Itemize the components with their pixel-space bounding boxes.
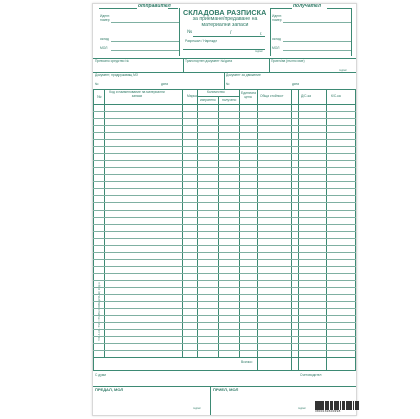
- permit-label: Разрешил / Нареждл: [185, 39, 218, 43]
- receiver-box-left: [270, 8, 271, 56]
- table-row[interactable]: [93, 329, 356, 330]
- handed-by-label: ПРЕДАЛ, МОЛ: [95, 387, 124, 392]
- col-total-header: Обща стойност: [260, 94, 284, 98]
- receiver-id-label: Идент.: [272, 14, 283, 18]
- col-qty-recv-header: получено: [222, 98, 237, 102]
- col-code-header: Код и наименование на материални запаси: [109, 90, 165, 98]
- table-row[interactable]: [93, 294, 356, 295]
- sender-num-label: номер: [100, 18, 110, 22]
- table-row[interactable]: [93, 139, 356, 140]
- table-row[interactable]: [93, 252, 356, 253]
- sender-rule-right: [168, 8, 178, 9]
- receiver-mol-label: МОЛ: [272, 46, 280, 50]
- permit-line[interactable]: [183, 49, 265, 50]
- table-row[interactable]: [93, 210, 356, 211]
- movement-date-label: дата: [292, 82, 299, 86]
- warehouse-receipt-form: [92, 3, 357, 416]
- received-by-label: Приел/ав (пълно име): [271, 59, 305, 63]
- table-row[interactable]: [93, 231, 356, 232]
- permit-sign-label: подпис: [255, 50, 263, 53]
- col-unit-price-header: Единична цена: [241, 91, 256, 99]
- table-row[interactable]: [93, 146, 356, 147]
- table-row[interactable]: [93, 132, 356, 133]
- words-label: С думи: [95, 373, 106, 377]
- receiver-box-right: [351, 8, 352, 56]
- date-separator: /: [230, 30, 232, 36]
- table-row[interactable]: [93, 111, 356, 112]
- document-title: СКЛАДОВА РАЗПИСКА: [183, 8, 267, 17]
- sender-box-right: [179, 8, 180, 56]
- accompany-date-label: дата: [161, 82, 168, 86]
- col-line-4: [218, 96, 219, 357]
- docs-div: [224, 72, 225, 89]
- movement-no-label: №: [226, 82, 230, 86]
- vehicle-label: Превозно средство №: [95, 59, 129, 63]
- table-row[interactable]: [93, 301, 356, 302]
- receiver-num-label: номер: [272, 18, 282, 22]
- receiver-warehouse-label: склад: [272, 37, 281, 41]
- table-row[interactable]: [93, 315, 356, 316]
- col-kt-header: К/С-ка: [331, 94, 341, 98]
- col-dt-header: Д/С-ка: [301, 94, 311, 98]
- receiver-id-line[interactable]: [283, 22, 351, 23]
- sender-mol-label: МОЛ: [100, 46, 108, 50]
- sender-warehouse-label: склад: [100, 37, 109, 41]
- col-qty-sent-header: изпратено: [200, 98, 216, 102]
- document-subtitle-2: материални запаси: [201, 22, 249, 28]
- receiver-mol-line[interactable]: [283, 50, 351, 51]
- accountant-label: Счетоводител: [300, 373, 322, 377]
- table-row[interactable]: [93, 259, 356, 260]
- table-row[interactable]: [93, 273, 356, 274]
- table-row[interactable]: [93, 160, 356, 161]
- table-row[interactable]: [93, 195, 356, 196]
- document-subtitle-1: за приемане/предаване на: [192, 16, 258, 22]
- table-row[interactable]: [93, 238, 356, 239]
- transport-div-1: [183, 58, 184, 72]
- col-qty-header: Количество: [207, 90, 225, 94]
- sender-box: [99, 11, 179, 55]
- transport-div-2: [269, 58, 270, 72]
- table-header-rule: [93, 104, 356, 105]
- received-by-mol-label: ПРИЕЛ, МОЛ: [213, 387, 239, 392]
- table-row[interactable]: [93, 266, 356, 267]
- sender-id-label: Идент.: [100, 14, 111, 18]
- qty-subheader-rule: [197, 96, 239, 97]
- col-no-header: №: [97, 94, 102, 99]
- year-label: г.: [260, 31, 263, 36]
- number-label: №: [187, 29, 193, 35]
- table-row[interactable]: [93, 174, 356, 175]
- table-row[interactable]: [93, 153, 356, 154]
- table-row[interactable]: [93, 202, 356, 203]
- movement-doc-label: Документ за движение: [226, 73, 261, 77]
- sender-id-line[interactable]: [111, 22, 179, 23]
- table-row[interactable]: [93, 167, 356, 168]
- table-row[interactable]: [93, 217, 356, 218]
- receiver-heading: получател: [293, 3, 321, 9]
- receiver-rule-left: [270, 8, 292, 9]
- accompany-no-label: №: [95, 82, 99, 86]
- table-row[interactable]: [93, 245, 356, 246]
- accompany-doc-label: Документ, придружаващ МЗ: [95, 73, 138, 77]
- total-label: Всичко:: [241, 360, 253, 364]
- col-mark-header: Марка: [187, 94, 197, 98]
- sender-rule-left: [99, 8, 137, 9]
- total-row-rule: [93, 357, 356, 358]
- table-row[interactable]: [93, 280, 356, 281]
- transport-sign-label: подпис: [339, 69, 347, 72]
- table-row[interactable]: [93, 118, 356, 119]
- handed-sign-label: подпис: [193, 407, 201, 410]
- transport-doc-label: Транспортен документ №/дата: [185, 59, 233, 63]
- table-row[interactable]: [93, 224, 356, 225]
- table-row[interactable]: [93, 336, 356, 337]
- sender-heading: отправител: [138, 3, 171, 9]
- table-row[interactable]: [93, 350, 356, 351]
- table-row[interactable]: [93, 322, 356, 323]
- number-date-line[interactable]: [193, 36, 265, 37]
- table-row[interactable]: [93, 287, 356, 288]
- side-print-code: Т-55-4-100 / ТМО / ПЪЛНА ОБЯЗАЦАНА-66 | ИЗД-11: [98, 282, 102, 341]
- sender-warehouse-line[interactable]: [111, 41, 179, 42]
- barcode-number: 3800169600398: [315, 409, 341, 413]
- receiver-warehouse-line[interactable]: [283, 41, 351, 42]
- table-row[interactable]: [93, 308, 356, 309]
- table-row[interactable]: [93, 188, 356, 189]
- table-row[interactable]: [93, 343, 356, 344]
- footer-div: [210, 386, 211, 415]
- sender-mol-line[interactable]: [111, 50, 179, 51]
- table-row[interactable]: [93, 181, 356, 182]
- receiver-rule-right: [327, 8, 351, 9]
- table-row[interactable]: [93, 125, 356, 126]
- received-sign-label: подпис: [298, 407, 306, 410]
